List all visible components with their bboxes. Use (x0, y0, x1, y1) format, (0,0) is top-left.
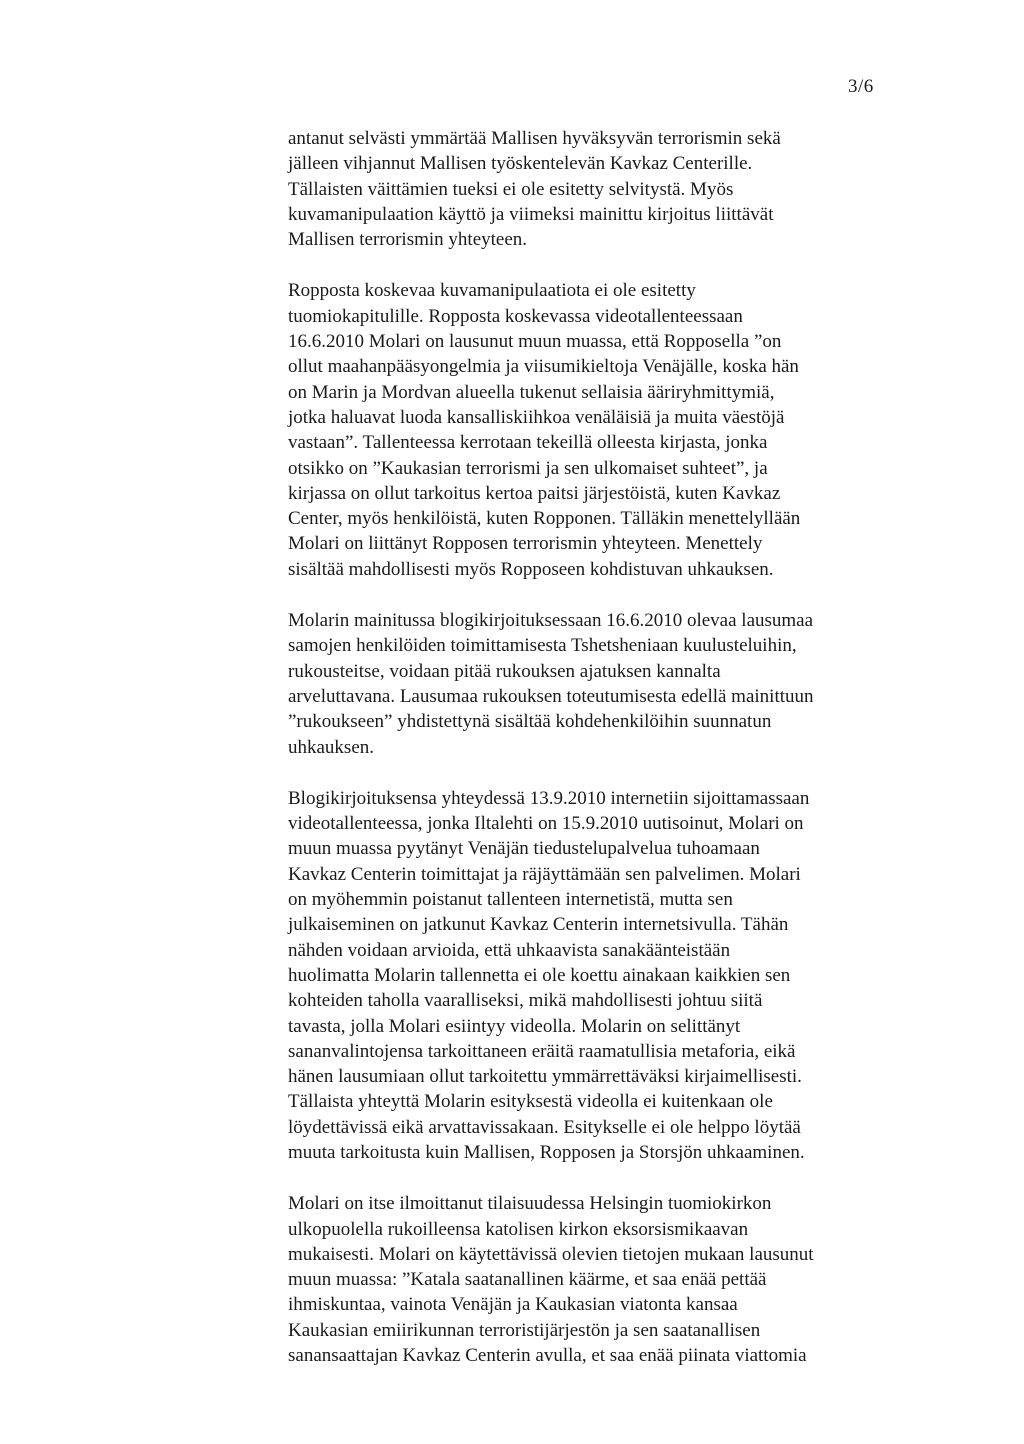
text-line: muuta tarkoitusta kuin Mallisen, Ropposen ja Storsjön uhkaaminen. (288, 1141, 805, 1163)
text-line: uhkauksen. (288, 736, 375, 758)
text-line: antanut selvästi ymmärtää Mallisen hyväksyvän terrorismin sekä (288, 128, 781, 149)
text-line: Center, myös henkilöistä, kuten Ropponen. Tälläkin menettelyllään (288, 508, 801, 530)
text-line: on myöhemmin poistanut tallenteen internetistä, mutta sen (288, 889, 733, 911)
text-line: on Marin ja Mordvan alueella tukenut sellaisia ääriryhmittymiä, (288, 381, 775, 403)
paragraph-4 (288, 786, 888, 1165)
text-line: kuvamanipulaation käyttö ja viimeksi mainittu kirjoitus liittävät (288, 203, 774, 225)
text-line: muun muassa pyytänyt Venäjän tiedustelupalvelua tuhoamaan (288, 838, 760, 860)
document-body (288, 126, 888, 1394)
text-line: ulkopuolella rukoilleensa katolisen kirkon eksorsismikaavan (288, 1218, 749, 1240)
text-line: 16.6.2010 Molari on lausunut muun muassa, että Ropposella ”on (288, 331, 782, 353)
text-line: Molarin mainitussa blogikirjoituksessaan 16.6.2010 olevaa lausumaa (288, 610, 814, 632)
text-line: Ropposta koskevaa kuvamanipulaatiota ei ole esitetty (288, 280, 696, 302)
text-line: otsikko on ”Kaukasian terrorismi ja sen ulkomaiset suhteet”, ja (288, 457, 768, 479)
text-line: jotka haluavat luoda kansalliskiihkoa venäläisiä ja muita väestöjä (288, 406, 785, 428)
text-line: löydettävissä eikä arvattavissakaan. Esitykselle ei ole helppo löytää (288, 1116, 801, 1138)
text-line: Tällaista yhteyttä Molarin esityksestä videolla ei kuitenkaan ole (288, 1091, 773, 1113)
text-line: julkaiseminen on jatkunut Kavkaz Centerin internetsivulla. Tähän (288, 914, 789, 936)
page-number: 3/6 (848, 76, 874, 97)
text-line: Molari on liittänyt Ropposen terrorismin yhteyteen. Menettely (288, 533, 763, 555)
text-line: arveluttavana. Lausumaa rukouksen toteutumisesta edellä mainittuun (288, 685, 814, 707)
text-line: ”rukoukseen” yhdistettynä sisältää kohdehenkilöihin suunnatun (288, 711, 772, 733)
text-line: tavasta, jolla Molari esiintyy videolla. Molarin on selittänyt (288, 1015, 741, 1037)
paragraph-3 (288, 608, 888, 760)
text-line: mukaisesti. Molari on käytettävissä olevien tietojen mukaan lausunut (288, 1243, 814, 1265)
text-line: huolimatta Molarin tallennetta ei ole koettu ainakaan kaikkien sen (288, 964, 791, 986)
text-line: ollut maahanpääsyongelmia ja viisumikieltoja Venäjälle, koska hän (288, 356, 799, 378)
paragraph-5 (288, 1191, 888, 1368)
text-line: ihmiskuntaa, vainota Venäjän ja Kaukasian viatonta kansaa (288, 1294, 738, 1316)
text-line: Blogikirjoituksensa yhteydessä 13.9.2010 internetiin sijoittamassaan (288, 787, 810, 809)
text-line: samojen henkilöiden toimittamisesta Tshetsheniaan kuulusteluihin, (288, 635, 797, 657)
text-line: videotallenteessa, jonka Iltalehti on 15.9.2010 uutisoinut, Molari on (288, 813, 804, 835)
text-line: sisältää mahdollisesti myös Ropposeen kohdistuvan uhkauksen. (288, 558, 774, 580)
text-line: Tällaisten väittämien tueksi ei ole esitetty selvitystä. Myös (288, 178, 734, 200)
text-line: tuomiokapitulille. Ropposta koskevassa videotallenteessaan (288, 305, 743, 327)
text-line: muun muassa: ”Katala saatanallinen käärme, et saa enää pettää (288, 1269, 767, 1291)
text-line: Molari on itse ilmoittanut tilaisuudessa Helsingin tuomiokirkon (288, 1193, 772, 1215)
text-line: rukousteitse, voidaan pitää rukouksen ajatuksen kannalta (288, 660, 721, 682)
text-line: Mallisen terrorismin yhteyteen. (288, 229, 528, 251)
text-line: hänen lausumiaan ollut tarkoitettu ymmärrettäväksi kirjaimellisesti. (288, 1066, 802, 1088)
text-line: kohteiden taholla vaaralliseksi, mikä mahdollisesti johtuu siitä (288, 990, 763, 1012)
text-line: sananvalintojensa tarkoittaneen eräitä raamatullisia metaforia, eikä (288, 1040, 796, 1062)
text-line: Kavkaz Centerin toimittajat ja räjäyttämään sen palvelimen. Molari (288, 863, 801, 885)
paragraph-2 (288, 278, 888, 582)
text-line: nähden voidaan arvioida, että uhkaavista sanakäänteistään (288, 939, 731, 961)
text-line: vastaan”. Tallenteessa kerrotaan tekeillä olleesta kirjasta, jonka (288, 432, 768, 454)
paragraph-1 (288, 126, 888, 252)
text-line: sanansaattajan Kavkaz Centerin avulla, et saa enää piinata viattomia (288, 1345, 807, 1367)
text-line: kirjassa on ollut tarkoitus kertoa paitsi järjestöistä, kuten Kavkaz (288, 482, 781, 504)
text-line: jälleen vihjannut Mallisen työskentelevän Kavkaz Centerille. (288, 153, 753, 175)
text-line: Kaukasian emiirikunnan terroristijärjestön ja sen saatanallisen (288, 1319, 761, 1341)
